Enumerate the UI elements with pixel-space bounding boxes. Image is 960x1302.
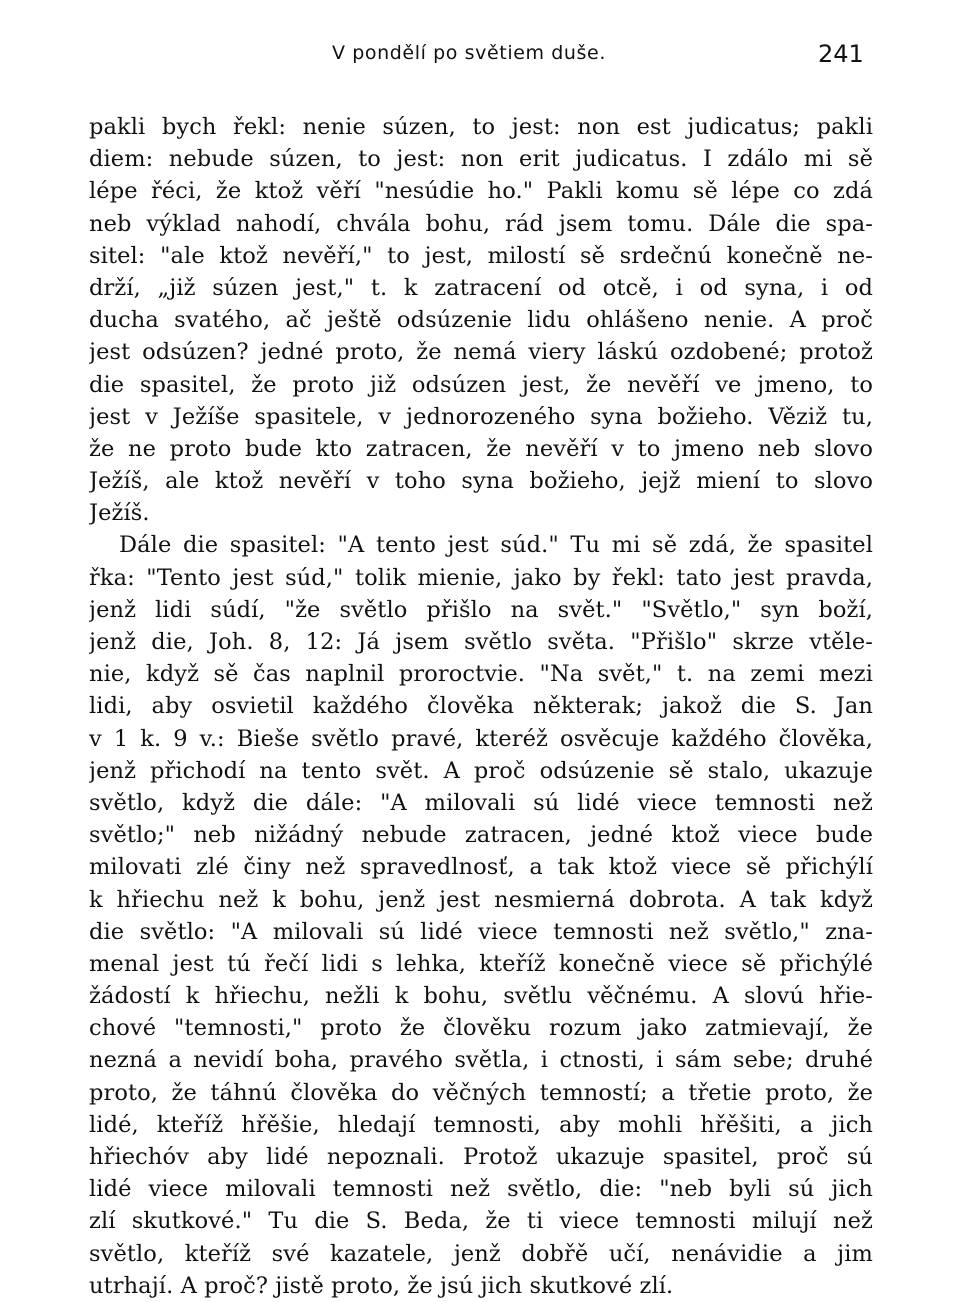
text-line: Ježíš, ale ktož nevěří v toho syna božieho, jejž miení to slovo xyxy=(89,468,873,495)
text-line: lépe řéci, že ktož věří "nesúdie ho." Pakli komu sě lépe co zdá xyxy=(89,178,873,205)
paragraph xyxy=(89,529,873,1302)
text-line: nezná a nevidí boha, pravého světla, i ctnosti, i sám sebe; druhé xyxy=(89,1047,873,1074)
text-line: žádostí k hřiechu, nežli k bohu, světlu věčnému. A slovú hřie- xyxy=(89,983,873,1010)
text-line: sitel: "ale ktož nevěří," to jest, milostí sě srdečnú konečně ne- xyxy=(89,242,873,269)
text-line: milovati zlé činy než spravedlnosť, a tak ktož viece sě přichýlí xyxy=(89,854,873,881)
text-line: menal jest tú řečí lidi s lehka, kteříž konečně viece sě přichýlé xyxy=(89,950,873,977)
text-line: světlo;" neb nižádný nebude zatracen, jedné ktož viece bude xyxy=(89,822,873,849)
paragraph xyxy=(89,111,873,529)
text-line: že ne proto bude kto zatracen, že nevěří v to jmeno neb slovo xyxy=(89,435,873,462)
text-line: hřiechóv aby lidé nepoznali. Protož ukazuje spasitel, proč sú xyxy=(89,1144,873,1170)
text-line: jenž die, Joh. 8, 12: Já jsem světlo světa. "Přišlo" skrze vtěle- xyxy=(89,629,873,655)
chapter-title: V pondělí po světiem duše. xyxy=(332,42,606,64)
text-line: ducha svatého, ač ještě odsúzenie lidu ohlášeno nenie. A proč xyxy=(89,307,873,334)
running-header xyxy=(0,38,960,78)
text-line: jest v Ježíše spasitele, v jednorozeného syna božieho. Věziž tu, xyxy=(89,403,873,430)
text-line: lidi, aby osvietil každého člověka některak; jakož die S. Jan xyxy=(89,693,873,720)
text-line: nie, když sě čas naplnil proroctvie. "Na svět," t. na zemi mezi xyxy=(89,661,873,688)
text-line: jenž přichodí na tento svět. A proč odsúzenie sě stalo, ukazuje xyxy=(89,757,873,784)
text-line: pakli bych řekl: nenie súzen, to jest: non est judicatus; pakli xyxy=(89,114,873,140)
text-line: Dále die spasitel: "A tento jest súd." Tu mi sě zdá, že spasitel xyxy=(119,532,873,559)
text-line: utrhají. A proč? jistě proto, že jsú jich skutkové zlí. xyxy=(89,1272,674,1299)
text-line: k hřiechu než k bohu, jenž jest nesmierná dobrota. A tak když xyxy=(89,886,873,913)
text-line: jenž lidi súdí, "že světlo přišlo na svět." "Světlo," syn boží, xyxy=(89,596,873,623)
text-line: die světlo: "A milovali sú lidé viece temnosti než světlo," zna- xyxy=(89,918,873,945)
text-line: jest odsúzen? jedné proto, že nemá viery láskú ozdobené; protož xyxy=(89,339,873,366)
text-line: lidé, kteříž hřěšie, hledají temnosti, aby mohli hřěšiti, a jich xyxy=(89,1111,873,1138)
text-line: diem: nebude súzen, to jest: non erit judicatus. I zdálo mi sě xyxy=(89,146,873,173)
text-line: lidé viece milovali temnosti než světlo, die: "neb byli sú jich xyxy=(89,1176,873,1203)
text-line: chové "temnosti," proto že člověku rozum jako zatmievají, že xyxy=(89,1015,873,1042)
text-line: die spasitel, že proto již odsúzen jest, že nevěří ve jmeno, to xyxy=(89,371,873,398)
text-line: Ježíš. xyxy=(89,500,150,527)
text-line: zlí skutkové." Tu die S. Beda, že ti viece temnosti milují než xyxy=(89,1208,873,1235)
text-line: v 1 k. 9 v.: Bieše světlo pravé, kteréž osvěcuje každého člověka, xyxy=(89,725,873,752)
body-text xyxy=(89,111,873,1302)
text-line: neb výklad nahodí, chvála bohu, rád jsem tomu. Dále die spa- xyxy=(89,210,873,237)
text-line: proto, že táhnú člověka do věčných temností; a třetie proto, že xyxy=(89,1079,873,1106)
text-line: řka: "Tento jest súd," tolik mienie, jako by řekl: tato jest pravda, xyxy=(89,564,873,591)
text-line: světlo, když die dále: "A milovali sú lidé viece temnosti než xyxy=(89,789,873,816)
text-line: drží, „již súzen jest," t. k zatracení od otcě, i od syna, i od xyxy=(89,274,873,301)
page-number: 241 xyxy=(818,40,864,68)
text-line: světlo, kteříž své kazatele, jenž dobřě učí, nenávidie a jim xyxy=(89,1240,873,1267)
